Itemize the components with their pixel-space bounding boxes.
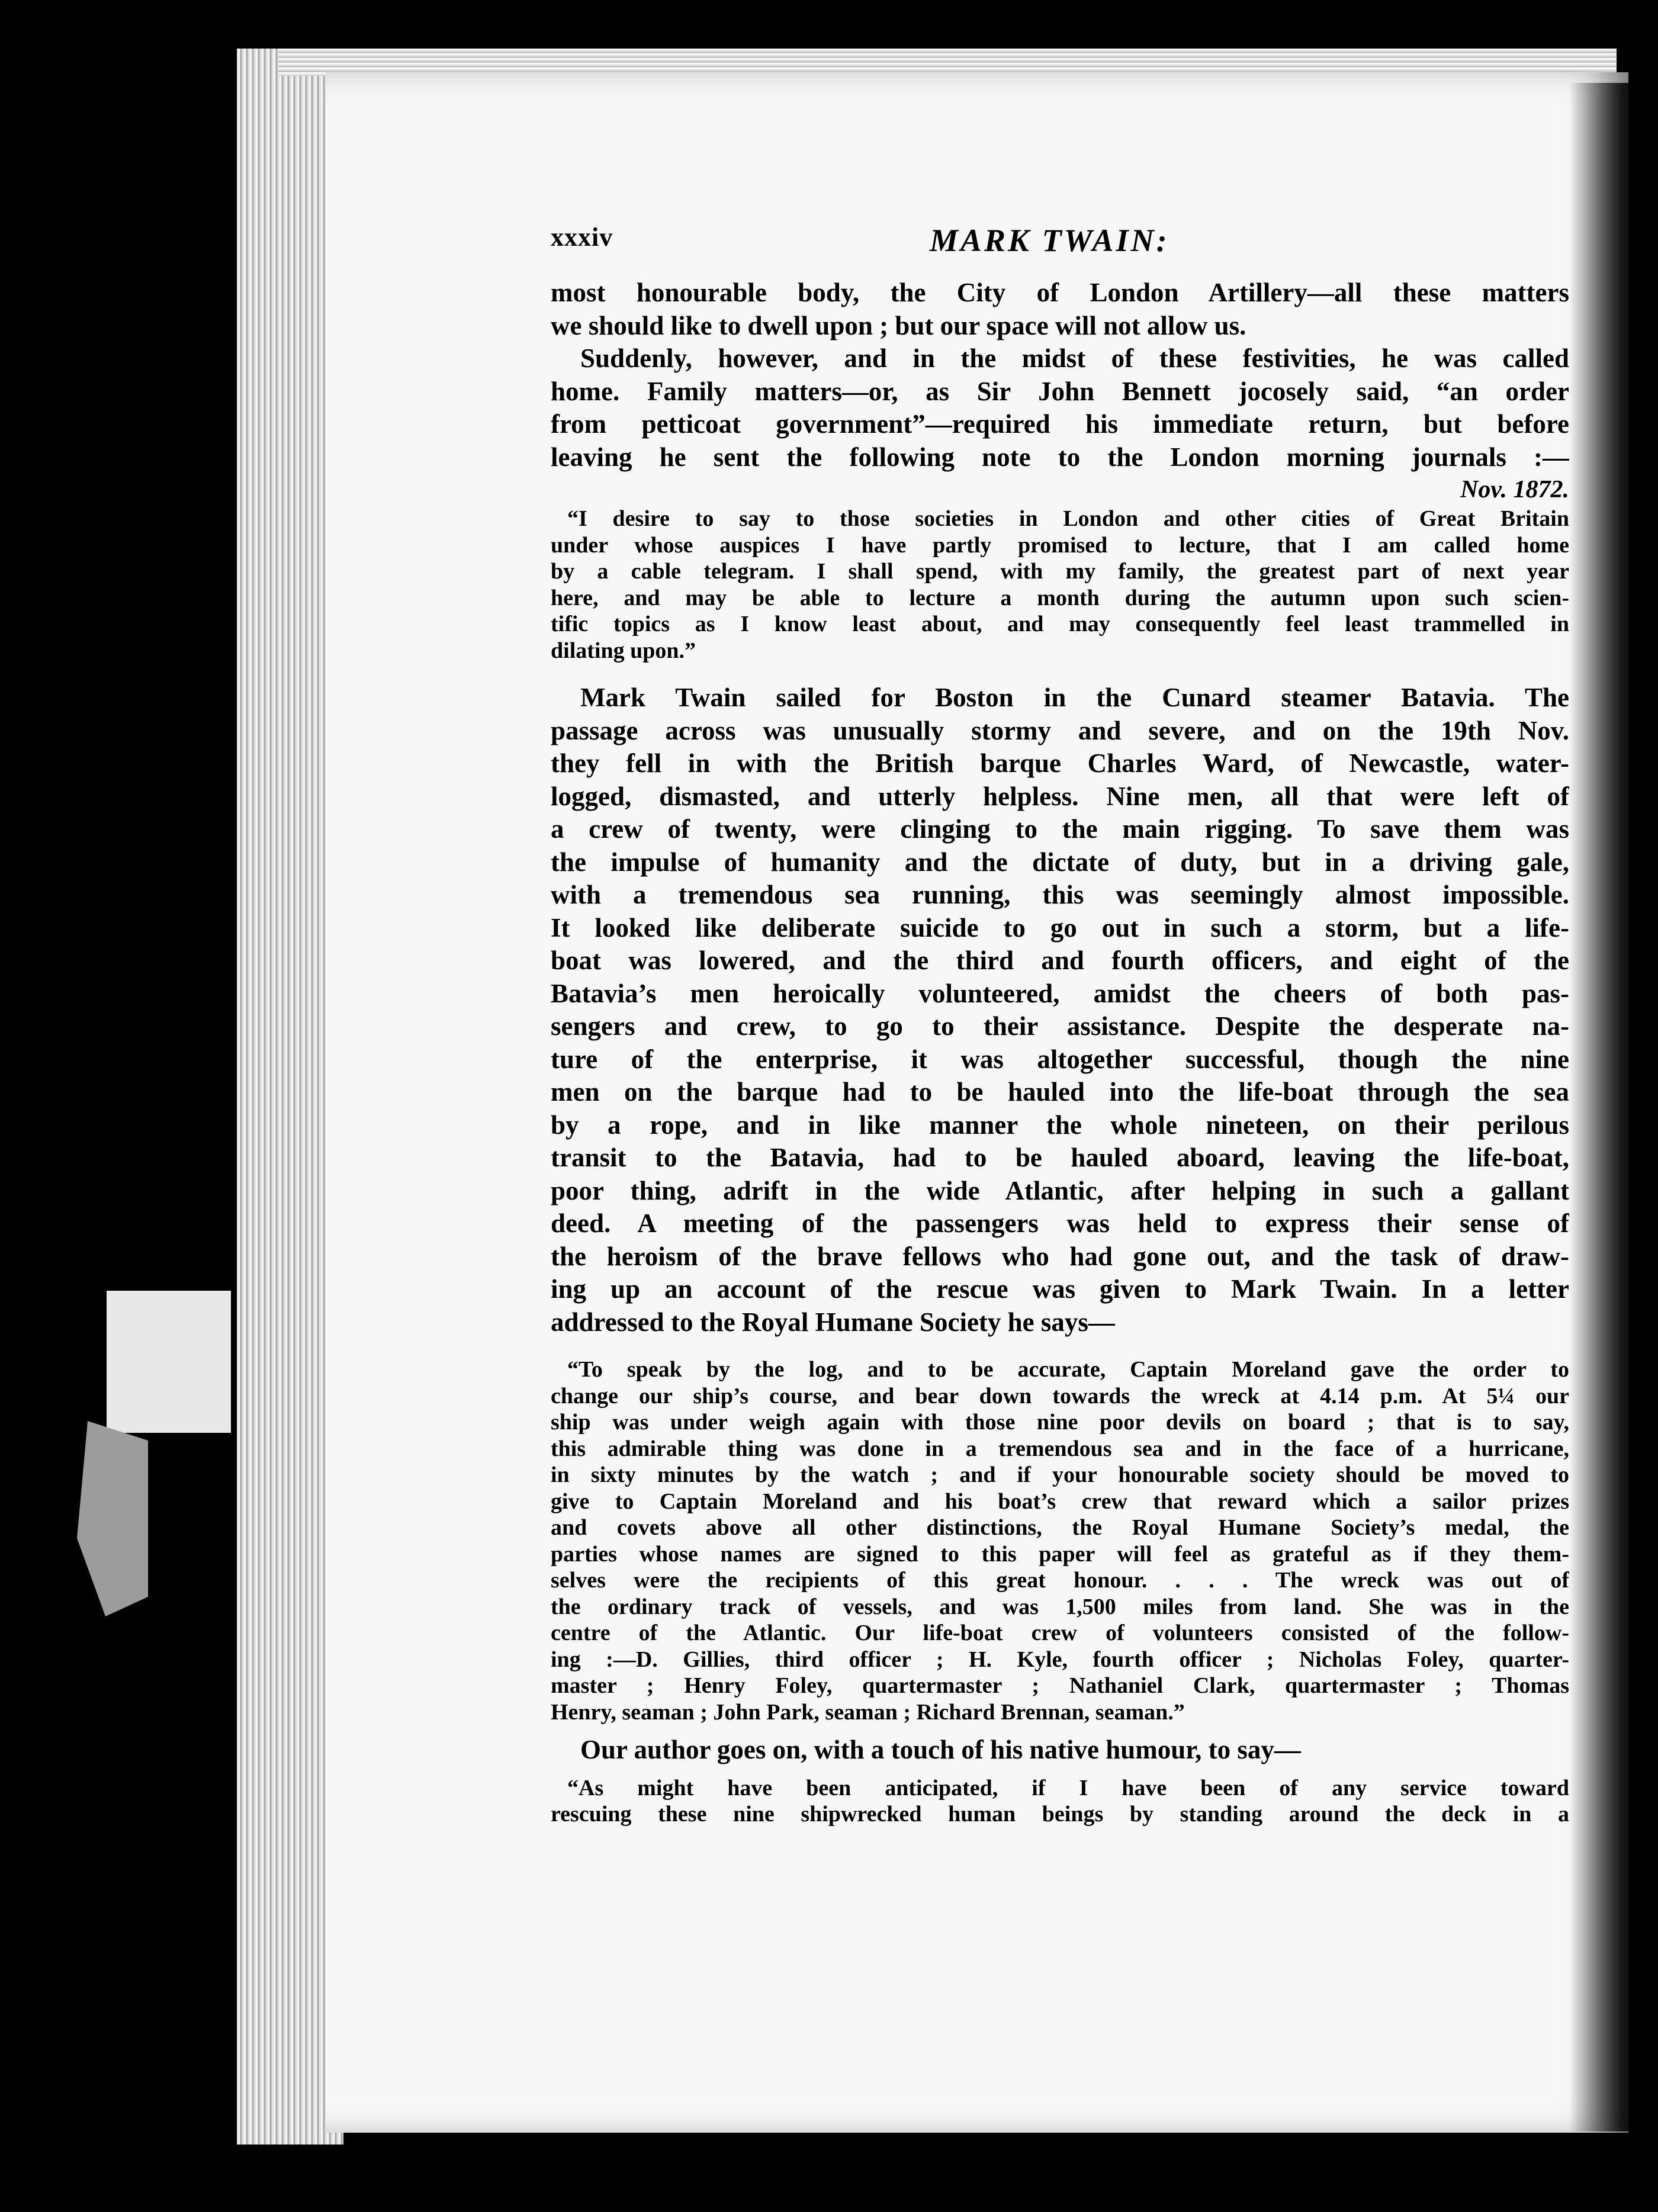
- rescue-letter-quote: [551, 1356, 1569, 1725]
- quote-line: master ; Henry Foley, quartermaster ; Nathaniel Clark, quartermaster ; Thomas: [551, 1673, 1569, 1698]
- quote-line: in sixty minutes by the watch ; and if your honourable society should be moved to: [551, 1462, 1569, 1487]
- quote-line: tific topics as I know least about, and may consequently feel least trammelled in: [551, 612, 1569, 636]
- text-line: transit to the Batavia, had to be hauled aboard, leaving the life-boat,: [551, 1143, 1569, 1172]
- page-header: [551, 222, 1569, 263]
- quote-line: parties whose names are signed to this paper will feel as grateful as if they them-: [551, 1541, 1569, 1567]
- text-line: It looked like deliberate suicide to go out in such a storm, but a life-: [551, 912, 1569, 943]
- text-line: Mark Twain sailed for Boston in the Cunard steamer Batavia. The: [580, 683, 1569, 712]
- quote-line: ing :—D. Gillies, third officer ; H. Kyle, fourth officer ; Nicholas Foley, quarter-: [551, 1647, 1569, 1672]
- quote-line: here, and may be able to lecture a month during the autumn upon such scien-: [551, 585, 1569, 610]
- quote-line: rescuing these nine shipwrecked human beings by standing around the deck in a: [551, 1802, 1569, 1827]
- text-line: Our author goes on, with a touch of his native humour, to say—: [580, 1735, 1301, 1764]
- text-line: leaving he sent the following note to the London morning journals :—: [551, 442, 1569, 472]
- text-line: ture of the enterprise, it was altogether successful, though the nine: [551, 1044, 1569, 1074]
- letter-date: Nov. 1872.: [1460, 476, 1569, 503]
- quote-line: and covets above all other distinctions, the Royal Humane Society’s medal, the: [551, 1515, 1569, 1540]
- humour-quote: [551, 1775, 1569, 1828]
- page-tab-fold: [77, 1421, 148, 1616]
- quote-line: by a cable telegram. I shall spend, with my family, the greatest part of next year: [551, 559, 1569, 584]
- quote-line: “To speak by the log, and to be accurate, Captain Moreland gave the order to: [567, 1357, 1569, 1382]
- quote-line: centre of the Atlantic. Our life-boat crew of volunteers consisted of the follow-: [551, 1621, 1569, 1645]
- text-line: home. Family matters—or, as Sir John Bennett jocosely said, “an order: [551, 376, 1569, 406]
- text-line: we should like to dwell upon ; but our space will not allow us.: [551, 310, 1246, 340]
- text-line: Batavia’s men heroically volunteered, amidst the cheers of both pas-: [551, 978, 1569, 1008]
- gutter-shadow: [1569, 83, 1658, 2131]
- batavia-paragraph: [551, 681, 1569, 1339]
- quote-line: selves were the recipients of this great honour. . . . The wreck was out of: [551, 1568, 1569, 1593]
- quote-line: this admirable thing was done in a tremendous sea and in the face of a hurricane,: [551, 1436, 1569, 1461]
- text-line: deed. A meeting of the passengers was held to express their sense of: [551, 1208, 1569, 1238]
- quote-line: “I desire to say to those societies in London and other cities of Great Britain: [567, 506, 1569, 531]
- text-line: logged, dismasted, and utterly helpless. Nine men, all that were left of: [551, 781, 1569, 811]
- folio: xxxiv: [551, 223, 613, 252]
- text-line: most honourable body, the City of London Artillery—all these matters: [551, 278, 1569, 307]
- text-line: a crew of twenty, were clinging to the main rigging. To save them was: [551, 814, 1569, 844]
- quote-line: give to Captain Moreland and his boat’s crew that reward which a sailor prizes: [551, 1488, 1569, 1514]
- quote-line: dilating upon.”: [551, 638, 696, 663]
- text-line: the heroism of the brave fellows who had gone out, and the task of draw-: [551, 1241, 1569, 1271]
- text-line: Suddenly, however, and in the midst of these festivities, he was called: [580, 343, 1569, 373]
- text-line: from petticoat government”—required his immediate return, but before: [551, 409, 1569, 439]
- text-line: by a rope, and in like manner the whole nineteen, on their perilous: [551, 1110, 1569, 1140]
- quote-line: Henry, seaman ; John Park, seaman ; Richard Brennan, seaman.”: [551, 1699, 1185, 1725]
- quote-line: the ordinary track of vessels, and was 1,500 miles from land. She was in the: [551, 1594, 1569, 1619]
- text-line: passage across was unusually stormy and severe, and on the 19th Nov.: [551, 715, 1569, 745]
- quote-line: change our ship’s course, and bear down towards the wreck at 4.14 p.m. At 5¼ our: [551, 1383, 1569, 1409]
- telegram-quote: [551, 506, 1569, 664]
- quote-line: “As might have been anticipated, if I have been of any service toward: [567, 1775, 1569, 1801]
- text-line: men on the barque had to be hauled into the life-boat through the sea: [551, 1077, 1569, 1107]
- page-tab: [107, 1291, 231, 1433]
- text-line: ing up an account of the rescue was given to Mark Twain. In a letter: [551, 1274, 1569, 1304]
- opening-paragraphs: [551, 276, 1569, 474]
- text-line: with a tremendous sea running, this was seemingly almost impossible.: [551, 880, 1569, 909]
- page-text: [551, 222, 1569, 1828]
- quote-line: ship was under weigh again with those nine poor devils on board ; that is to say,: [551, 1410, 1569, 1435]
- quote-line: under whose auspices I have partly promised to lecture, that I am called home: [551, 532, 1569, 558]
- running-head: MARK TWAIN:: [930, 223, 1169, 258]
- text-line: they fell in with the British barque Charles Ward, of Newcastle, water-: [551, 748, 1569, 778]
- text-line: poor thing, adrift in the wide Atlantic, after helping in such a gallant: [551, 1175, 1569, 1205]
- text-line: the impulse of humanity and the dictate of duty, but in a driving gale,: [551, 847, 1569, 877]
- text-line: addressed to the Royal Humane Society he says—: [551, 1307, 1115, 1337]
- text-line: boat was lowered, and the third and fourth officers, and eight of the: [551, 946, 1569, 975]
- text-line: sengers and crew, to go to their assistance. Despite the desperate na-: [551, 1011, 1569, 1041]
